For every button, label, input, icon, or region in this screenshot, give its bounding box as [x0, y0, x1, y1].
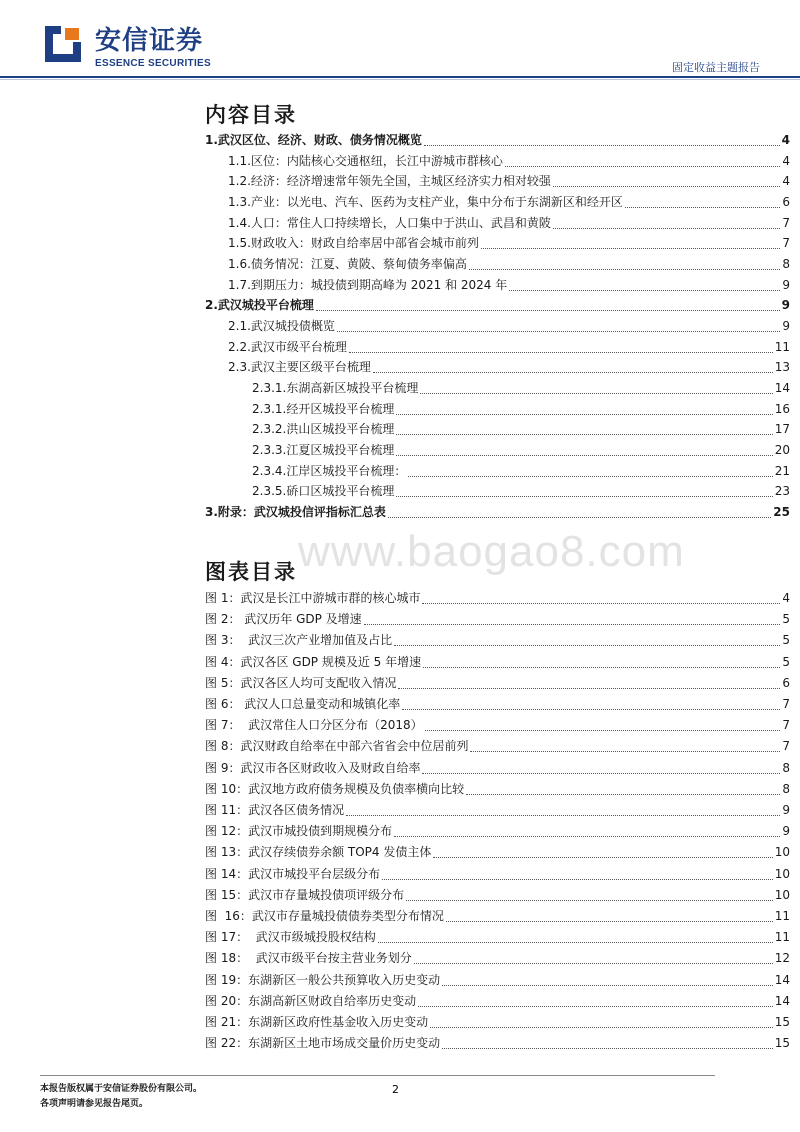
toc-entry-number: 1.5.: [228, 236, 251, 251]
figure-entry-page: 4: [782, 591, 790, 605]
toc-entry-text: 区位：内陆核心交通枢纽，长江中游城市群核心: [250, 153, 503, 168]
toc-entry-page: 9: [782, 319, 790, 334]
figure-entry-text: 武汉各区 GDP 规模及近 5 年增速: [240, 654, 422, 669]
toc-entry-number: 1.3.: [228, 195, 251, 209]
toc-entry-text: 武汉区位、经济、财政、债务情况概览: [217, 133, 422, 147]
toc-leader-dots: [388, 516, 771, 518]
toc-entry-text: 人口：常住人口持续增长，人口集中于洪山、武昌和黄陂: [250, 215, 551, 230]
figure-entry[interactable]: [205, 779, 790, 799]
figure-entry-page: 15: [774, 1036, 790, 1051]
toc-entry-page: 23: [774, 484, 790, 499]
toc-entry-number: 2.3.4.: [252, 463, 287, 478]
figure-entry-page: 5: [782, 633, 790, 648]
toc-entry[interactable]: [228, 337, 790, 357]
figure-entry-page: 11: [774, 930, 790, 945]
figure-entry[interactable]: [205, 821, 790, 841]
figure-entry[interactable]: [205, 588, 790, 608]
figure-entry-page: 5: [782, 654, 790, 669]
figure-entry-page: 10: [774, 866, 790, 881]
toc-entry[interactable]: [228, 254, 790, 274]
figure-entry-text: 东湖新区土地市场成交量价历史变动: [248, 1036, 441, 1051]
toc-entry-page: 11: [774, 339, 790, 354]
figure-entry-label: 图 2：: [205, 612, 241, 627]
toc-leader-dots: [424, 144, 780, 146]
toc-leader-dots: [316, 309, 780, 311]
toc-entry-text: 产业：以光电、汽车、医药为支柱产业，集中分布于东湖新区和经开区: [250, 195, 623, 209]
figure-entry-label: 图 5：: [205, 675, 241, 690]
figure-entry-label: 图 7：: [205, 718, 241, 733]
toc-entry-number: 2.3.: [228, 360, 251, 375]
figure-entry-text: 武汉市城投平台层级分布: [248, 866, 381, 881]
toc-entry-number: 2.2.: [228, 339, 251, 354]
figure-entry-page: 9: [782, 824, 790, 839]
toc-entry[interactable]: [228, 275, 790, 295]
figure-entry[interactable]: [205, 885, 790, 905]
essence-logo-icon: [45, 26, 81, 62]
toc-entry[interactable]: [205, 295, 790, 315]
figure-entry-page: 7: [782, 739, 790, 754]
brand-name-cn: 安信证券: [95, 26, 204, 56]
figure-entry-page: 15: [774, 1015, 790, 1029]
toc-entry[interactable]: [228, 151, 790, 171]
toc-entry-page: 25: [773, 505, 790, 520]
toc-entry[interactable]: [228, 316, 790, 336]
toc-entry-text: 武汉城投平台梳理: [217, 298, 314, 313]
figure-entry[interactable]: [205, 1033, 790, 1053]
figures-title: 图表目录: [205, 560, 297, 584]
figure-entry-label: 图 4：: [205, 654, 241, 669]
figure-entry-page: 12: [774, 951, 790, 966]
figure-leader-dots: [430, 1026, 773, 1028]
toc-leader-dots: [396, 413, 772, 415]
figure-leader-dots: [442, 984, 773, 986]
figure-leader-dots: [422, 602, 780, 604]
toc-entry-number: 1.: [205, 133, 218, 147]
figure-entry-label: 图 13：: [205, 845, 249, 860]
figure-entry-text: 武汉存续债券余额 TOP4 发债主体: [248, 845, 432, 860]
figure-leader-dots: [425, 729, 781, 731]
toc-leader-dots: [420, 392, 772, 394]
toc-entry-text: 武汉主要区级平台梳理: [250, 360, 371, 375]
figure-entry[interactable]: [205, 1012, 790, 1032]
toc-entry-number: 1.4.: [228, 215, 251, 230]
toc-entry-text: 财政收入：财政自给率居中部省会城市前列: [250, 236, 479, 251]
toc-entry-number: 2.: [205, 298, 218, 313]
toc-entry-number: 2.3.2.: [252, 422, 287, 437]
toc-entry[interactable]: [252, 378, 790, 398]
figure-entry-page: 10: [774, 845, 790, 860]
figure-entry-text: 武汉三次产业增加值及占比: [240, 633, 393, 648]
toc-entry-page: 9: [782, 277, 790, 292]
toc-leader-dots: [505, 165, 780, 167]
figure-entry-label: 图 19：: [205, 972, 249, 987]
figure-entry-label: 图 6：: [205, 697, 241, 711]
header-divider-thin: [0, 79, 800, 80]
toc-entry-text: 江夏区城投平台梳理: [286, 443, 395, 458]
figure-entry-label: 图 16：: [205, 909, 252, 923]
figure-entry[interactable]: [205, 800, 790, 820]
figure-entry-page: 6: [782, 675, 790, 690]
figure-entry-label: 图 11：: [205, 803, 249, 817]
figure-entry-text: 武汉市各区财政收入及财政自给率: [240, 760, 421, 775]
figure-entry[interactable]: [205, 864, 790, 884]
footer-copyright: 本报告版权属于安信证券股份有限公司。: [40, 1084, 203, 1094]
figure-entry[interactable]: [205, 991, 790, 1011]
toc-entry-number: 1.1.: [228, 153, 251, 168]
figure-entry[interactable]: [205, 673, 790, 693]
figure-entry-page: 8: [782, 781, 790, 796]
figure-entry-text: 东湖高新区财政自给率历史变动: [248, 993, 417, 1008]
toc-entry-text: 到期压力：城投债到期高峰为 2021 和 2024 年: [250, 277, 508, 292]
toc-leader-dots: [553, 185, 780, 187]
toc-entry-text: 硚口区城投平台梳理: [286, 484, 395, 499]
figure-entry-page: 14: [774, 993, 790, 1008]
figure-leader-dots: [394, 644, 780, 646]
figure-entry-page: 9: [782, 803, 790, 817]
toc-entry-page: 21: [774, 463, 790, 478]
toc-entry-page: 4: [782, 153, 790, 168]
figure-entry-text: 武汉地方政府债务规模及负债率横向比较: [248, 781, 465, 796]
toc-entry-text: 江岸区城投平台梳理：: [286, 463, 407, 478]
figure-entry-label: 图 9：: [205, 760, 241, 775]
toc-entry-page: 4: [781, 133, 790, 147]
toc-entry[interactable]: [252, 399, 790, 419]
toc-entry-page: 13: [774, 360, 790, 375]
footer-divider: [40, 1075, 715, 1076]
figure-leader-dots: [398, 687, 780, 689]
figure-entry-page: 7: [782, 718, 790, 733]
figure-leader-dots: [402, 708, 780, 710]
figure-entry-label: 图 1：: [205, 591, 241, 605]
toc-entry[interactable]: [228, 233, 790, 253]
figure-entry[interactable]: [205, 652, 790, 672]
footer-disclaimer: 各项声明请参见报告尾页。: [40, 1099, 149, 1109]
toc-entry-text: 武汉市级平台梳理: [250, 339, 347, 354]
figure-entry-text: 武汉历年 GDP 及增速: [240, 612, 362, 627]
figure-leader-dots: [422, 772, 780, 774]
figure-leader-dots: [364, 623, 781, 625]
toc-entry-text: 附录：武汉城投信评指标汇总表: [217, 505, 386, 520]
toc-entry[interactable]: [228, 213, 790, 233]
figure-entry[interactable]: [205, 715, 790, 735]
figure-entry[interactable]: [205, 694, 790, 714]
figure-entry-page: 8: [782, 760, 790, 775]
toc-leader-dots: [469, 268, 780, 270]
toc-leader-dots: [396, 495, 772, 497]
toc-entry-number: 2.1.: [228, 319, 251, 334]
figure-entry-label: 图 14：: [205, 866, 249, 881]
figure-entry-label: 图 15：: [205, 887, 249, 902]
figure-entry[interactable]: [205, 758, 790, 778]
figure-entry-page: 11: [774, 909, 790, 923]
figure-entry[interactable]: [205, 842, 790, 862]
toc-entry[interactable]: [252, 419, 790, 439]
figure-entry-text: 武汉是长江中游城市群的核心城市: [240, 591, 421, 605]
toc-entry[interactable]: [252, 461, 790, 481]
figure-entry-text: 武汉市级平台按主营业务划分: [248, 951, 412, 966]
figure-entry-label: 图 21：: [205, 1015, 249, 1029]
toc-leader-dots: [481, 247, 780, 249]
figure-leader-dots: [414, 962, 773, 964]
toc-leader-dots: [408, 475, 772, 477]
toc-entry[interactable]: [205, 130, 790, 150]
figure-entry-text: 武汉市存量城投债项评级分布: [248, 887, 405, 902]
figure-leader-dots: [382, 878, 773, 880]
figure-leader-dots: [394, 835, 780, 837]
figure-entry-text: 东湖新区一般公共预算收入历史变动: [248, 972, 441, 987]
toc-entry-page: 20: [774, 443, 790, 458]
toc-entry-number: 1.7.: [228, 277, 251, 292]
figure-leader-dots: [446, 920, 773, 922]
figure-entry-text: 东湖新区政府性基金收入历史变动: [248, 1015, 429, 1029]
toc-entry-text: 洪山区城投平台梳理: [286, 422, 395, 437]
figure-entry[interactable]: [205, 736, 790, 756]
figure-entry-page: 10: [774, 887, 790, 902]
brand-name-en: ESSENCE SECURITIES: [95, 58, 211, 69]
figure-entry-label: 图 18：: [205, 951, 249, 966]
figure-entry-page: 14: [774, 972, 790, 987]
toc-entry[interactable]: [252, 440, 790, 460]
figure-entry-label: 图 10：: [205, 781, 249, 796]
figure-entry-text: 武汉市级城投股权结构: [248, 930, 376, 945]
toc-entry[interactable]: [228, 357, 790, 377]
toc-entry-page: 14: [774, 381, 790, 396]
figure-entry-page: 5: [782, 612, 790, 627]
toc-entry-number: 1.2.: [228, 174, 251, 189]
toc-entry-number: 3.: [205, 505, 218, 520]
toc-entry-number: 1.6.: [228, 257, 251, 272]
toc-entry-page: 7: [782, 236, 790, 251]
figure-entry-label: 图 8：: [205, 739, 241, 754]
toc-leader-dots: [396, 433, 772, 435]
figure-entry-label: 图 3：: [205, 633, 241, 648]
toc-entry-page: 6: [782, 195, 790, 209]
figure-entry-text: 武汉财政自给率在中部六省省会中位居前列: [240, 739, 469, 754]
figure-leader-dots: [466, 793, 780, 795]
page-number: 2: [392, 1083, 399, 1096]
toc-entry-page: 9: [781, 298, 790, 313]
watermark: www.baogao8.com: [298, 527, 685, 576]
toc-entry[interactable]: [252, 481, 790, 501]
toc-leader-dots: [373, 371, 773, 373]
figure-leader-dots: [433, 856, 772, 858]
toc-entry[interactable]: [228, 192, 790, 212]
figure-entry-label: 图 17：: [205, 930, 249, 945]
figure-entry[interactable]: [205, 609, 790, 629]
toc-leader-dots: [509, 289, 780, 291]
figure-entry-page: 7: [782, 697, 790, 711]
figure-entry[interactable]: [205, 970, 790, 990]
figure-entry-text: 武汉各区债务情况: [248, 803, 345, 817]
figure-entry[interactable]: [205, 927, 790, 947]
figure-entry-text: 武汉人口总量变动和城镇化率: [240, 697, 401, 711]
figure-entry-label: 图 22：: [205, 1036, 249, 1051]
toc-entry-page: 16: [774, 401, 790, 416]
toc-entry-number: 2.3.5.: [252, 484, 287, 499]
toc-entry-number: 2.3.1.: [252, 381, 287, 396]
toc-entry-number: 2.3.1.: [252, 401, 287, 416]
figure-entry-text: 武汉市城投债到期规模分布: [248, 824, 393, 839]
toc-entry[interactable]: [228, 171, 790, 191]
figure-leader-dots: [423, 666, 780, 668]
toc-entry-page: 7: [782, 215, 790, 230]
toc-entry-number: 2.3.3.: [252, 443, 287, 458]
toc-entry-page: 4: [782, 174, 790, 189]
figure-leader-dots: [418, 1005, 773, 1007]
toc-entry[interactable]: [205, 502, 790, 522]
header-divider: [0, 76, 800, 78]
figure-entry-label: 图 20：: [205, 993, 249, 1008]
figure-entry-text: 武汉常住人口分区分布（2018）: [240, 718, 423, 733]
toc-entry-text: 经济：经济增速常年领先全国，主城区经济实力相对较强: [250, 174, 551, 189]
toc-leader-dots: [349, 351, 773, 353]
toc-entry-text: 武汉城投债概览: [250, 319, 335, 334]
figure-leader-dots: [406, 899, 773, 901]
figure-entry-text: 武汉各区人均可支配收入情况: [240, 675, 397, 690]
toc-entry-text: 债务情况：江夏、黄陂、蔡甸债务率偏高: [250, 257, 467, 272]
figure-entry[interactable]: [205, 906, 790, 926]
report-type-label: 固定收益主题报告: [672, 61, 760, 74]
figure-entry[interactable]: [205, 630, 790, 650]
figure-leader-dots: [470, 750, 780, 752]
toc-entry-page: 8: [782, 257, 790, 272]
figure-leader-dots: [378, 941, 773, 943]
toc-leader-dots: [337, 330, 780, 332]
toc-leader-dots: [396, 454, 772, 456]
toc-entry-text: 经开区城投平台梳理: [286, 401, 395, 416]
figure-leader-dots: [442, 1047, 773, 1049]
toc-leader-dots: [553, 227, 780, 229]
figure-entry[interactable]: [205, 948, 790, 968]
figure-leader-dots: [346, 814, 780, 816]
figure-entry-text: 武汉市存量城投债债券类型分布情况: [251, 909, 444, 923]
toc-title: 内容目录: [205, 103, 297, 127]
page-header: [0, 0, 800, 78]
toc-leader-dots: [625, 206, 780, 208]
toc-entry-text: 东湖高新区城投平台梳理: [286, 381, 419, 396]
figure-entry-label: 图 12：: [205, 824, 249, 839]
toc-entry-page: 17: [774, 422, 790, 437]
